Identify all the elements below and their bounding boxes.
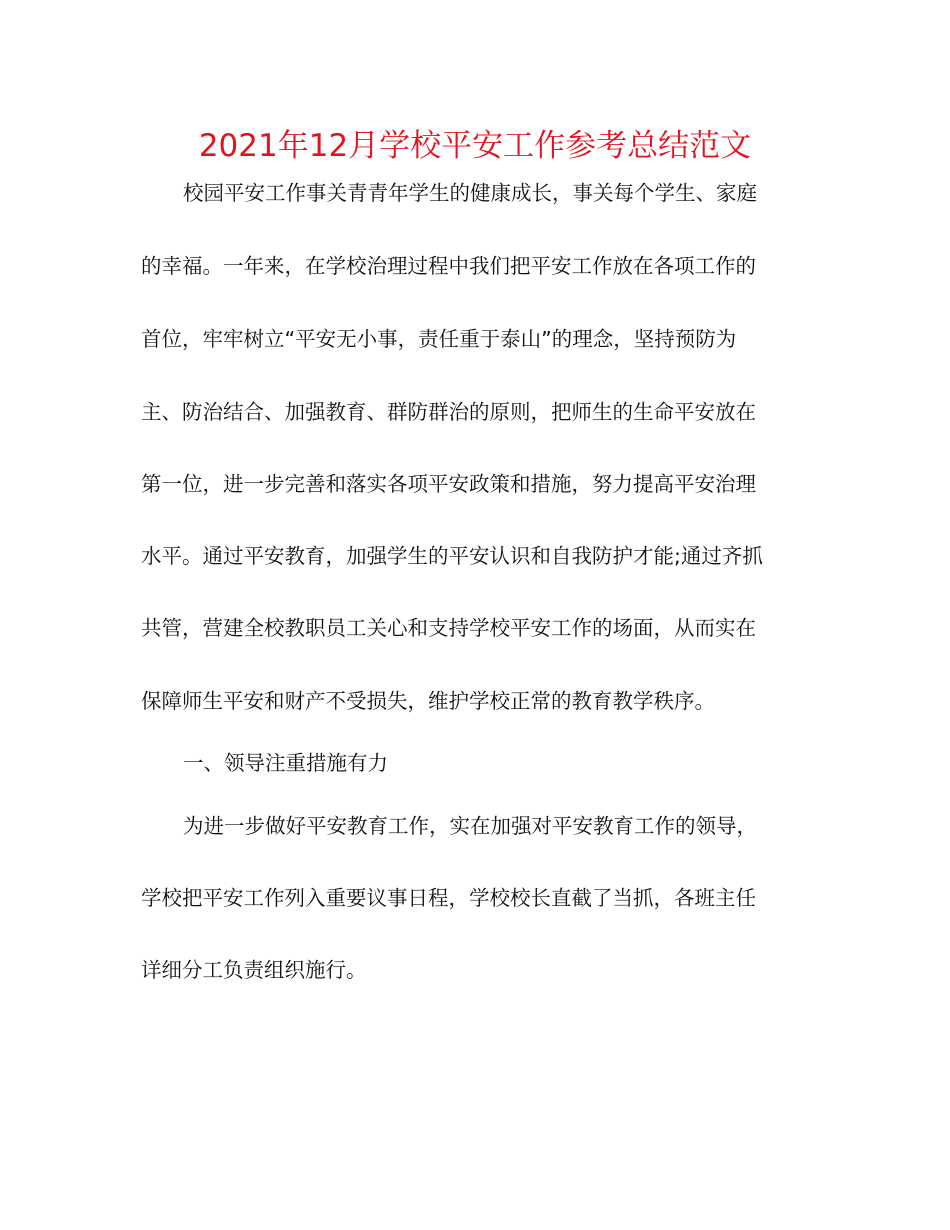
paragraph-line: 第一位，进一步完善和落实各项平安政策和措施，努力提高平安治理: [141, 472, 756, 496]
paragraph-line: 的幸福。一年来，在学校治理过程中我们把平安工作放在各项工作的: [141, 254, 756, 278]
paragraph-line: 共管，营建全校教职员工关心和支持学校平安工作的场面，从而实在: [141, 616, 756, 640]
document-title: 2021年12月学校平安工作参考总结范文: [198, 128, 752, 164]
section-heading: 一、领导注重措施有力: [183, 751, 388, 775]
paragraph-line: 保障师生平安和财产不受损失，维护学校正常的教育教学秩序。: [141, 689, 715, 713]
paragraph-line: 学校把平安工作列入重要议事日程，学校校长直截了当抓，各班主任: [141, 886, 756, 910]
paragraph-line: 为进一步做好平安教育工作，实在加强对平安教育工作的领导，: [183, 814, 757, 838]
paragraph-line: 校园平安工作事关青青年学生的健康成长，事关每个学生、家庭: [183, 181, 757, 205]
paragraph-line: 详细分工负责组织施行。: [141, 958, 367, 982]
paragraph-line: 主、防治结合、加强教育、群防群治的原则，把师生的生命平安放在: [141, 400, 756, 424]
paragraph-line: 首位，牢牢树立“平安无小事，责任重于泰山”的理念，坚持预防为: [141, 327, 737, 351]
paragraph-line: 水平。通过平安教育，加强学生的平安认识和自我防护才能;通过齐抓: [141, 544, 763, 568]
